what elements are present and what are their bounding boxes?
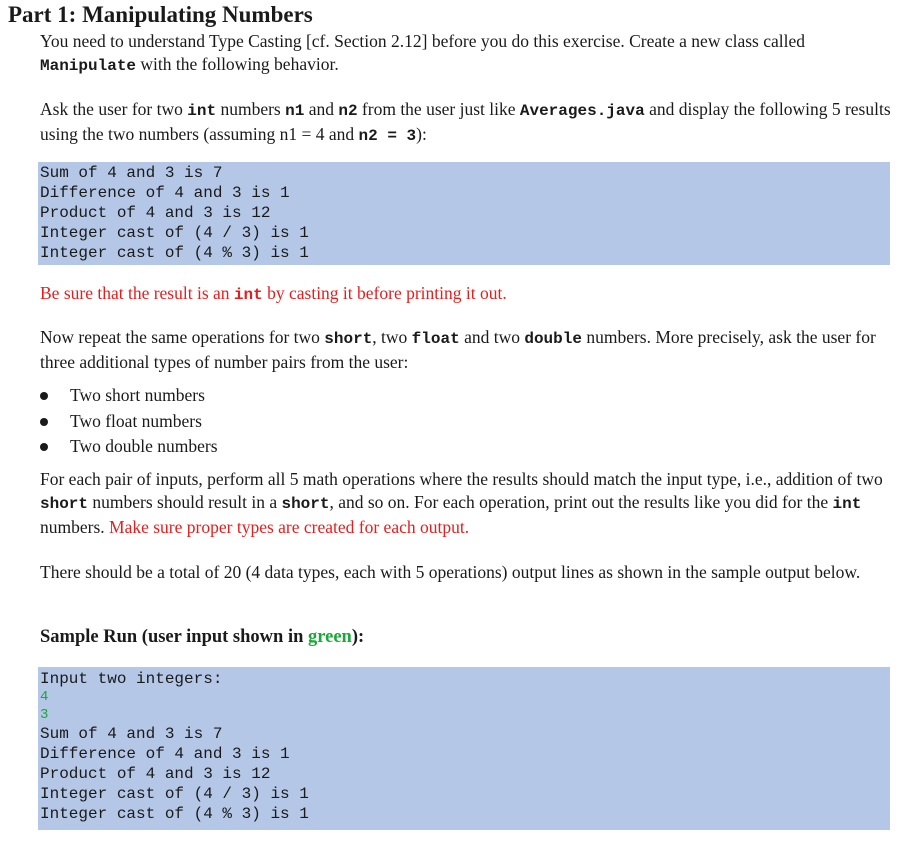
n2-assign-code: n2 = 3: [358, 127, 417, 145]
output-line: Integer cast of (4 % 3) is 1: [40, 244, 309, 262]
output-line: Sum of 4 and 3 is 7: [40, 164, 223, 182]
intro-text-1: You need to understand Type Casting [cf. Section 2.12] before you do this exercise. Create a new class called: [40, 31, 806, 51]
averages-code: Averages.java: [519, 102, 645, 120]
ops-text-1: For each pair of inputs, perform all 5 math operations where the results should match the input type, i.e., addition of two: [40, 469, 883, 489]
n2-code: n2: [338, 102, 358, 120]
int-code: int: [187, 102, 217, 120]
ops-text-3: , and so on. For each operation, print out the results like you did for the: [329, 492, 833, 512]
bullet-icon: [40, 418, 48, 426]
output-line: Integer cast of (4 / 3) is 1: [40, 224, 309, 242]
list-item-label: Two double numbers: [70, 436, 218, 456]
float-code: float: [411, 330, 460, 348]
operations-paragraph: [40, 468, 900, 539]
instr-text-6: ):: [416, 124, 427, 144]
instructions-paragraph: [40, 98, 900, 148]
intro-paragraph: [40, 30, 900, 78]
sample-output-box: [38, 667, 890, 830]
list-item: [40, 409, 218, 435]
int-code: int: [832, 495, 862, 513]
list-item-label: Two short numbers: [70, 385, 205, 405]
instr-text-3: and: [304, 99, 339, 119]
intro-text-2: with the following behavior.: [136, 54, 339, 74]
user-input-line: 3: [40, 706, 49, 723]
bullet-icon: [40, 392, 48, 400]
sample-heading-2: ):: [351, 627, 365, 647]
short-code: short: [324, 330, 373, 348]
bullet-icon: [40, 443, 48, 451]
instr-text-2: numbers: [216, 99, 286, 119]
output-line: Integer cast of (4 % 3) is 1: [40, 805, 309, 823]
output-line: Sum of 4 and 3 is 7: [40, 725, 223, 743]
int-code: int: [233, 286, 263, 304]
repeat-text-1: Now repeat the same operations for two: [40, 327, 325, 347]
proper-types-note: Make sure proper types are created for each output.: [109, 517, 470, 537]
sample-run-heading: [40, 627, 364, 648]
user-input-line: 4: [40, 689, 49, 705]
note-text-1: Be sure that the result is an: [40, 283, 234, 303]
green-label: green: [308, 627, 352, 647]
instr-text-5: and display the following 5 results using the two numbers (assuming n1 = 4 and: [40, 99, 891, 144]
output-line: Product of 4 and 3 is 12: [40, 204, 271, 222]
sample-heading-1: Sample Run (user input shown in: [40, 627, 308, 647]
casting-note: [40, 282, 900, 307]
repeat-text-2: , two: [372, 327, 412, 347]
repeat-text-4: numbers. More precisely, ask the user for three additional types of number pairs from the user:: [40, 327, 876, 372]
output-line: Difference of 4 and 3 is 1: [40, 745, 290, 763]
note-text-2: by casting it before printing it out.: [262, 283, 507, 303]
type-list: [40, 383, 218, 460]
short-code: short: [281, 495, 330, 513]
instr-text-4: from the user just like: [357, 99, 520, 119]
prompt-line: Input two integers:: [40, 670, 223, 688]
page-title: Part 1: Manipulating Numbers: [8, 2, 313, 27]
output-line: Difference of 4 and 3 is 1: [40, 184, 290, 202]
double-code: double: [524, 330, 582, 348]
output-box-1: [38, 162, 890, 265]
output-line: Integer cast of (4 / 3) is 1: [40, 785, 309, 803]
short-code: short: [40, 495, 89, 513]
repeat-paragraph: [40, 326, 900, 374]
list-item: [40, 434, 218, 460]
class-name-code: Manipulate: [40, 57, 137, 75]
repeat-text-3: and two: [459, 327, 525, 347]
n1-code: n1: [285, 102, 305, 120]
ops-text-4: numbers.: [40, 517, 110, 537]
list-item: [40, 383, 218, 409]
total-paragraph: There should be a total of 20 (4 data types, each with 5 operations) output lines as shown in the sample output below.: [40, 562, 861, 582]
ops-text-2: numbers should result in a: [88, 492, 282, 512]
output-line: Product of 4 and 3 is 12: [40, 765, 271, 783]
instr-text-1: Ask the user for two: [40, 99, 188, 119]
list-item-label: Two float numbers: [70, 410, 202, 431]
